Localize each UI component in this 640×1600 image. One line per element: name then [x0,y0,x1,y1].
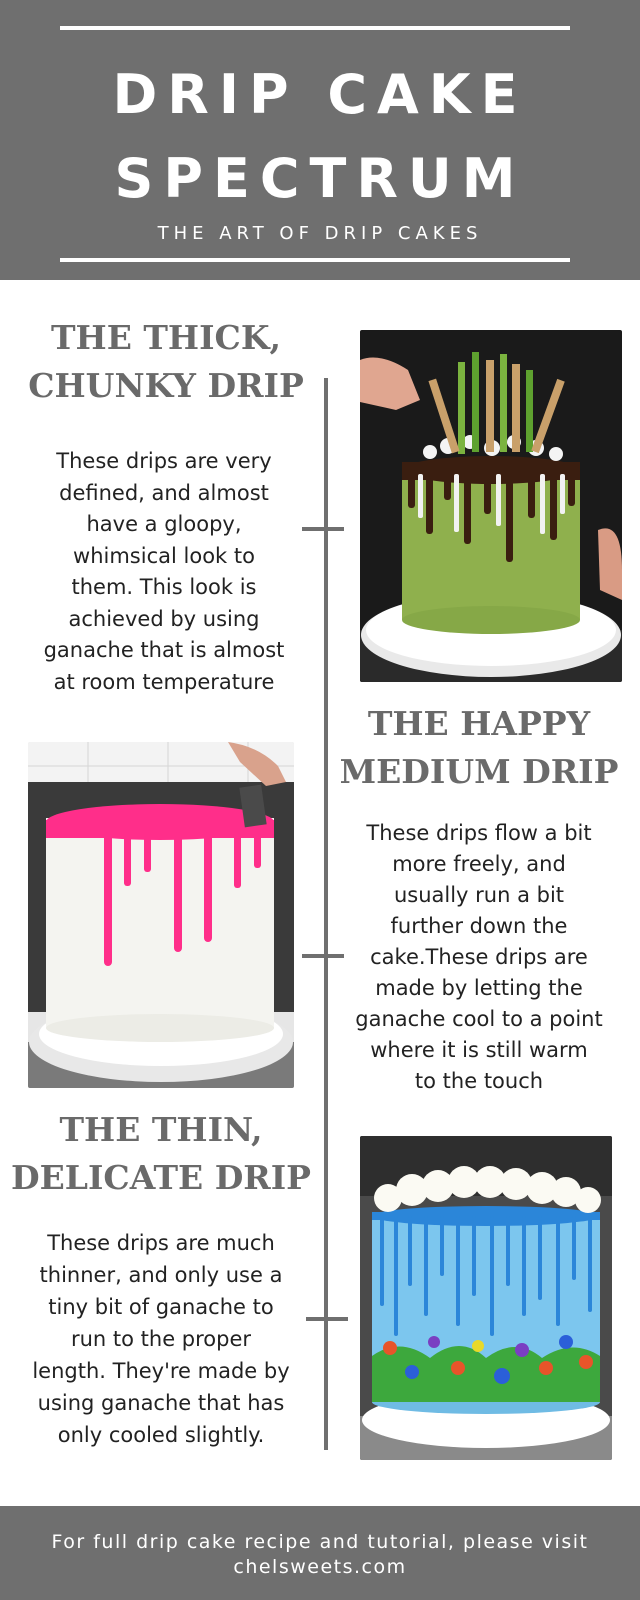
section-2-body-line: These drips flow a bit [366,821,592,845]
section-1-body-line: them. This look is [71,575,257,599]
page-title-line2: SPECTRUM [114,147,526,210]
section-2-body-line: to the touch [414,1069,544,1093]
section-2-body-line: ganache cool to a point [355,1007,603,1031]
section-3-heading-line2: DELICATE DRIP [11,1157,311,1197]
section-3-body-line: tiny bit of ganache to [48,1295,274,1319]
page-subtitle: THE ART OF DRIP CAKES [157,223,483,244]
section-2-body-line: where it is still warm [370,1038,588,1062]
footer-line1: For full drip cake recipe and tutorial, please visit [51,1531,589,1553]
section-3-body-line: using ganache that has [37,1391,285,1415]
header-bottom-rule [60,258,570,262]
section-2-body [352,818,606,1097]
section-1-heading-line1: THE THICK, [51,318,281,357]
section-1-body-line: achieved by using [68,606,260,631]
section-1-body-line: ganache that is almost [43,638,285,662]
section-2-body-line: more freely, and [392,852,566,876]
section-2-body-line: made by letting the [375,976,583,1000]
section-3-body [26,1227,296,1451]
section-3-body-line: length. They're made by [32,1359,290,1383]
section-1-body-line: whimsical look to [73,543,255,568]
header-banner [0,0,640,280]
section-2-heading [338,700,620,796]
blue-drip-cake-photo [360,1136,612,1460]
footer-website-link[interactable]: chelsweets.com [233,1556,407,1579]
section-2-heading-line1: THE HAPPY [367,704,591,743]
section-1-body-line: at room temperature [53,669,275,694]
section-3-heading [8,1106,314,1202]
section-3-body-line: only cooled slightly. [57,1423,265,1447]
section-1-heading-line2: CHUNKY DRIP [28,365,304,405]
section-2-heading-line2: MEDIUM DRIP [339,751,619,791]
pink-drip-cake-photo [28,742,294,1088]
page-title-line1: DRIP CAKE [112,63,528,126]
pink-drip-cake-illustration [28,742,294,1088]
section-3-body-line: run to the proper [70,1327,252,1351]
timeline-line [324,378,328,1450]
header-top-rule [60,26,570,30]
matcha-cake-illustration [360,330,622,682]
section-2-body-line: further down the [390,914,568,938]
section-3-body-line: thinner, and only use a [39,1263,283,1287]
section-1-body [24,446,304,698]
section-1-body-line: These drips are very [56,449,272,473]
matcha-cake-photo [360,330,622,682]
section-2-body-line: cake.These drips are [370,945,588,969]
footer-banner [0,1506,640,1600]
timeline-tick-1 [302,527,344,531]
footer-text [0,1530,640,1580]
blue-drip-cake-illustration [360,1136,612,1460]
section-1-heading [10,314,322,410]
section-1-body-line: have a gloopy, [86,512,242,536]
timeline-tick-2 [302,954,344,958]
section-2-body-line: usually run a bit [393,883,565,907]
section-3-heading-line1: THE THIN, [59,1110,263,1149]
section-3-body-line: These drips are much [47,1231,275,1255]
timeline-tick-3 [306,1317,348,1321]
section-1-body-line: defined, and almost [59,480,269,505]
